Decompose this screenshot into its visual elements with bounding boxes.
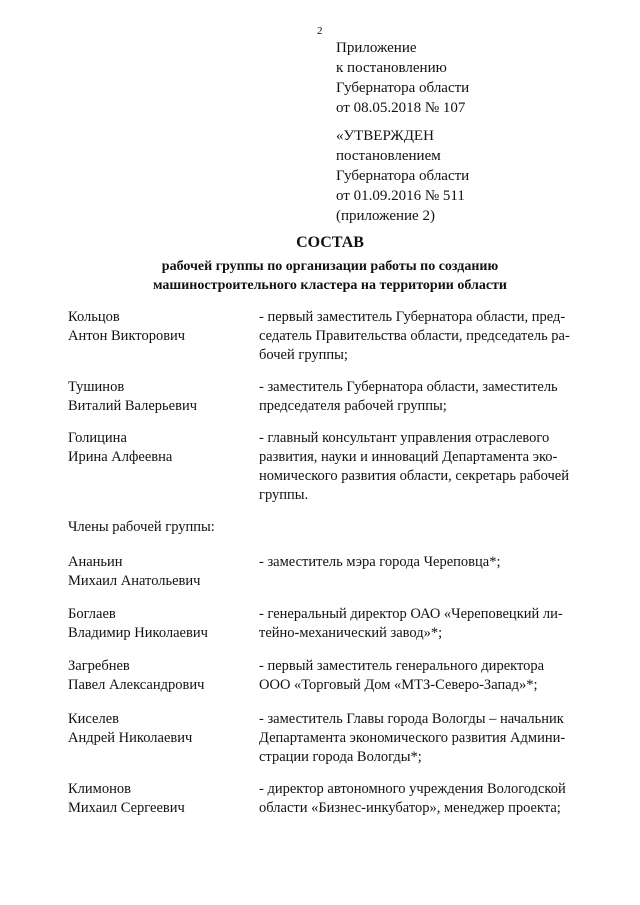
member-role: - первый заместитель генерального директора ООО «Торговый Дом «МТЗ-Северо-Запад»*; xyxy=(259,658,545,693)
appendix-line: от 08.05.2018 № 107 xyxy=(336,100,466,116)
member-name: Голицина Ирина Алфеевна xyxy=(68,430,173,465)
document-title xyxy=(60,232,600,295)
member-name: Кольцов Антон Викторович xyxy=(68,309,186,344)
approved-line: «УТВЕРЖДЕН xyxy=(336,128,434,144)
appendix-header xyxy=(336,38,469,118)
approved-header xyxy=(336,126,469,226)
member-entry xyxy=(68,657,588,695)
member-role: - главный консультант управления отраслевого развития, науки и инноваций Департамента эко- номического развития области, секретарь рабочей группы. xyxy=(259,430,569,503)
appendix-line: к постановлению xyxy=(336,60,447,76)
member-role: - заместитель мэра города Череповца*; xyxy=(259,554,501,570)
member-entry xyxy=(68,710,588,767)
members-heading: Члены рабочей группы: xyxy=(68,519,215,535)
approved-line: (приложение 2) xyxy=(336,208,435,224)
member-name: Ананьин Михаил Анатольевич xyxy=(68,554,201,589)
member-name: Тушинов Виталий Валерьевич xyxy=(68,379,197,414)
appendix-line: Губернатора области xyxy=(336,80,470,96)
member-entry xyxy=(68,308,588,365)
member-entry xyxy=(68,605,588,643)
title-subtitle-line: машиностроительного кластера на территории области xyxy=(152,278,507,293)
approved-line: от 01.09.2016 № 511 xyxy=(336,188,465,204)
title-main: СОСТАВ xyxy=(296,234,364,251)
member-role: - заместитель Губернатора области, заместитель председателя рабочей группы; xyxy=(259,379,558,414)
member-role: - первый заместитель Губернатора области, пред- седатель Правительства области, председатель ра- бочей группы; xyxy=(259,309,570,363)
member-name: Киселев Андрей Николаевич xyxy=(68,711,193,746)
member-role: - директор автономного учреждения Вологодской области «Бизнес-инкубатор», менеджер проекта; xyxy=(259,781,566,816)
appendix-line: Приложение xyxy=(336,40,417,56)
page-number: 2 xyxy=(317,25,323,37)
member-name: Боглаев Владимир Николаевич xyxy=(68,606,208,641)
member-role: - генеральный директор ОАО «Череповецкий ли- тейно-механический завод»*; xyxy=(259,606,563,641)
title-subtitle-line: рабочей группы по организации работы по созданию xyxy=(161,259,499,274)
member-entry xyxy=(68,378,588,416)
member-name: Загребнев Павел Александрович xyxy=(68,658,205,693)
member-entry xyxy=(68,780,588,818)
member-entry xyxy=(68,553,588,591)
member-role: - заместитель Главы города Вологды – начальник Департамента экономического развития Админи- страции города Вологды*; xyxy=(259,711,566,765)
approved-line: постановлением xyxy=(336,148,441,164)
member-name: Климонов Михаил Сергеевич xyxy=(68,781,185,816)
approved-line: Губернатора области xyxy=(336,168,470,184)
member-entry xyxy=(68,429,588,505)
